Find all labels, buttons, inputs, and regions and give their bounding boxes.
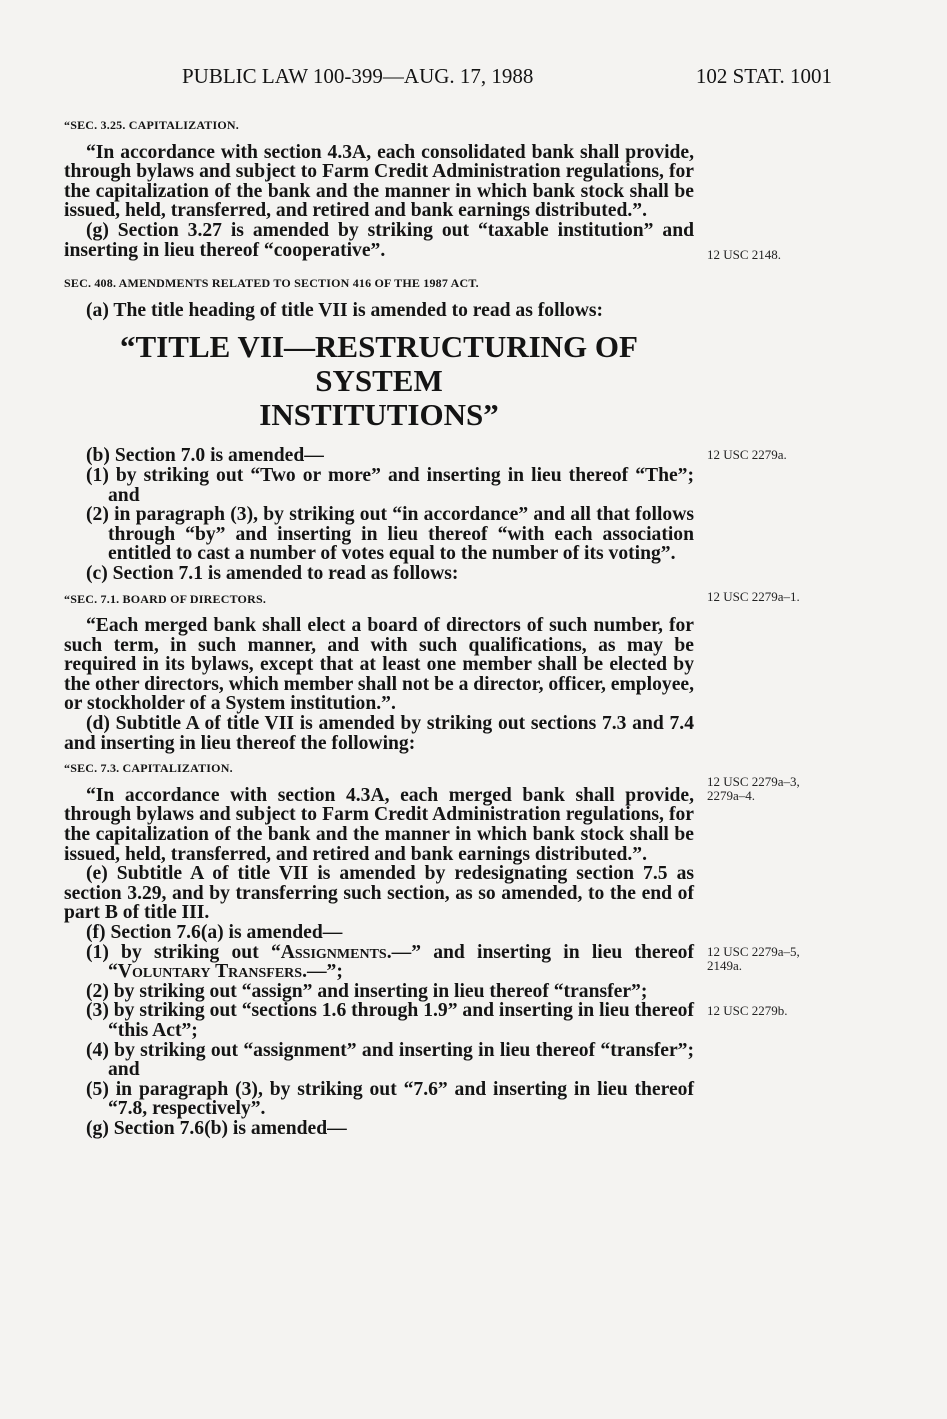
paragraph: (e) Subtitle A of title VII is amended by redesignating section 7.5 as section 3.29, and by transferring such section, as so amended, to the end of part B of title III. bbox=[64, 863, 694, 924]
margin-note-line: 12 USC 2279a–5, bbox=[707, 944, 800, 959]
section-heading: “SEC. 7.1. BOARD OF DIRECTORS. bbox=[64, 591, 267, 606]
title-line-1: “TITLE VII—RESTRUCTURING OF SYSTEM bbox=[120, 329, 638, 399]
margin-note: 12 USC 2279a–1. bbox=[707, 589, 800, 604]
paragraph: (a) The title heading of title VII is amended to read as follows: bbox=[86, 299, 604, 321]
section-heading: “SEC. 7.3. CAPITALIZATION. bbox=[64, 761, 233, 776]
paragraph: (f) Section 7.6(a) is amended— bbox=[86, 922, 343, 943]
margin-note: 12 USC 2279b. bbox=[707, 1003, 788, 1018]
list-item: (2) in paragraph (3), by striking out “in accordance” and all that follows through “by” and inserting in lieu thereof “with each association entitled to cast a number of votes equal to the number of its voting”. bbox=[86, 504, 694, 565]
paragraph: (g) Section 3.27 is amended by striking out “taxable institution” and inserting in lieu thereof “cooperative”. bbox=[64, 219, 694, 261]
paragraph: “Each merged bank shall elect a board of directors of such number, for such term, in such manner, and with such qualifications, as may be required in its bylaws, except that at least one member shall be elected by the other directors, which member shall not be a director, officer, employee, or stockholder of a System institution.”. bbox=[64, 615, 694, 715]
paragraph: (d) Subtitle A of title VII is amended by striking out sections 7.3 and 7.4 and inserting in lieu thereof the following: bbox=[64, 713, 694, 754]
document-body bbox=[64, 110, 694, 1139]
margin-note-line: 2279a–4. bbox=[707, 788, 756, 803]
list-item: (3) by striking out “sections 1.6 through 1.9” and inserting in lieu thereof “this Act”; bbox=[86, 1000, 694, 1041]
margin-note: 12 USC 2279a. bbox=[707, 447, 787, 462]
list-item: (1) by striking out “Two or more” and inserting in lieu thereof “The”; and bbox=[86, 464, 694, 506]
header-stat: 102 STAT. 1001 bbox=[695, 64, 832, 88]
text-fragment: .—” and inserting in lieu thereof “ bbox=[108, 941, 694, 983]
title-heading bbox=[64, 330, 694, 432]
section-heading: “SEC. 3.25. CAPITALIZATION. bbox=[64, 118, 239, 132]
list-item: (5) in paragraph (3), by striking out “7.6” and inserting in lieu thereof “7.8, respectively”. bbox=[86, 1078, 694, 1120]
paragraph: (b) Section 7.0 is amended— bbox=[86, 445, 324, 467]
small-caps-term: Assignments bbox=[280, 941, 387, 963]
title-line-2: INSTITUTIONS” bbox=[259, 397, 499, 433]
margin-note-line: 12 USC 2279a–3, bbox=[707, 774, 800, 789]
paragraph: “In accordance with section 4.3A, each merged bank shall provide, through bylaws and subject to Farm Credit Administration regulations, for the capitalization of the bank and the manner in which bank stock shall be issued, held, transferred, and retired and bank earnings distributed.”. bbox=[64, 784, 694, 865]
margin-note bbox=[707, 775, 800, 803]
paragraph: (c) Section 7.1 is amended to read as follows: bbox=[86, 562, 459, 584]
list-item bbox=[64, 943, 694, 982]
list-item: (4) by striking out “assignment” and inserting in lieu thereof “transfer”; and bbox=[86, 1039, 694, 1081]
margin-note: 12 USC 2148. bbox=[707, 247, 782, 262]
header-title: PUBLIC LAW 100-399—AUG. 17, 1988 bbox=[182, 64, 534, 88]
list-item: (2) by striking out “assign” and inserting in lieu thereof “transfer”; bbox=[86, 980, 648, 1002]
margin-note-line: 2149a. bbox=[707, 958, 743, 973]
margin-note bbox=[707, 945, 800, 973]
paragraph: “In accordance with section 4.3A, each consolidated bank shall provide, through bylaws and subject to Farm Credit Administration regulations, for the capitalization of the bank and the manner in which bank stock shall be issued, held, transferred, and retired and bank earnings distributed.”. bbox=[64, 141, 694, 222]
text-fragment: .—”; bbox=[302, 961, 343, 983]
small-caps-term: Voluntary Transfers bbox=[117, 961, 303, 983]
text-fragment: (1) by striking out “ bbox=[86, 941, 281, 963]
page-header bbox=[182, 64, 832, 88]
section-heading: SEC. 408. AMENDMENTS RELATED TO SECTION 416 OF THE 1987 ACT. bbox=[64, 276, 479, 291]
paragraph: (g) Section 7.6(b) is amended— bbox=[86, 1117, 347, 1139]
